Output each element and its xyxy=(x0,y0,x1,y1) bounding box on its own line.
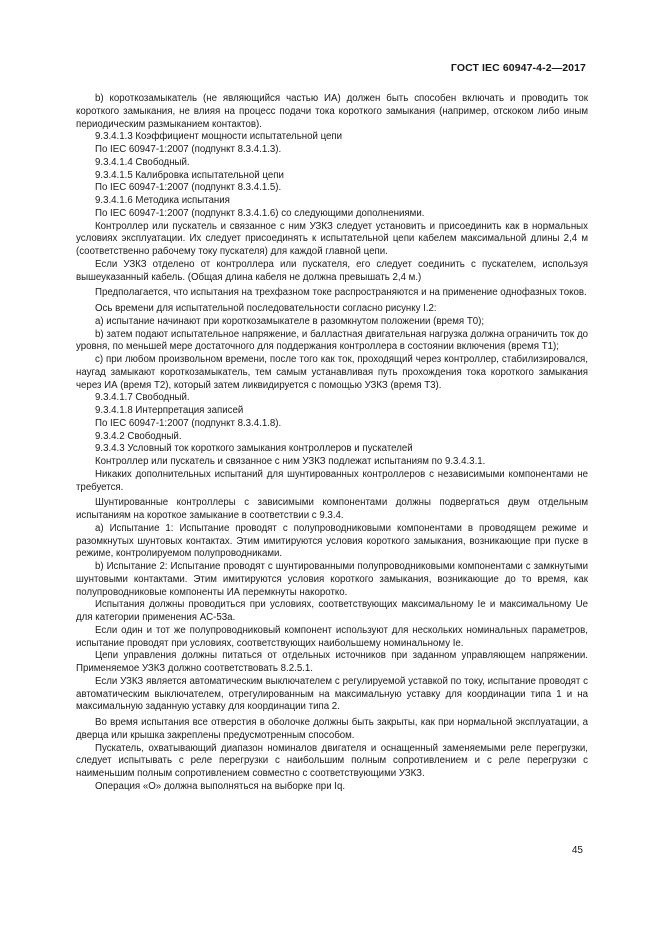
clause-heading: 9.3.4.1.8 Интерпретация записей xyxy=(95,405,244,416)
paragraph: Испытания должны проводиться при условиях, соответствующих максимальному Ie и максимальному Ue для категории применения AC-53a. xyxy=(76,599,588,623)
paragraph: Контроллер или пускатель и связанное с ним УЗКЗ подлежат испытаниям по 9.3.4.3.1. xyxy=(95,456,486,467)
paragraph: Если УЗКЗ отделено от контроллера или пускателя, его следует соединить с пускателем, используя вышеуказанный кабель. (Общая длина кабеля не должна превышать 2,4 м.) xyxy=(76,258,588,283)
clause-heading: 9.3.4.1.6 Методика испытания xyxy=(95,195,230,206)
paragraph: Ось времени для испытательной последовательности согласно рисунку I.2: xyxy=(95,303,437,314)
page-number: 45 xyxy=(571,845,583,856)
paragraph: Пускатель, охватывающий диапазон номиналов двигателя и оснащенный заменяемыми реле перегрузки, следует испытывать с реле перегрузки с наибольшим полным сопротивлением и с реле перегрузки с наименьшим полным сопротивлением совместно с соответствующими УЗКЗ. xyxy=(76,742,588,779)
list-item: b) Испытание 2: Испытание проводят с шунтированными полупроводниковыми компонентами с замкнутыми шунтовыми контактами. Этим имитируются условия короткого замыкания, возникающие до то время, как полупроводниковые компоненты ИА перемкнуты накоротко. xyxy=(76,561,588,598)
document-body xyxy=(76,93,588,794)
clause-heading: 9.3.4.1.3 Коэффициент мощности испытательной цепи xyxy=(95,131,343,143)
paragraph: Предполагается, что испытания на трехфазном токе распространяются и на применение однофазных токов. xyxy=(95,287,587,299)
paragraph: Цепи управления должны питаться от отдельных источников при заданном управляющем напряжении. Применяемое УЗКЗ должно соответствовать 8.2.5.1. xyxy=(76,650,588,674)
list-item: b) затем подают испытательное напряжение, и балластная двигательная нагрузка должна ограничить ток до уровня, по меньшей мере достаточного для поддержания контроллера в состоянии включения (время T1); xyxy=(76,328,588,353)
clause-heading: 9.3.4.2 Свободный. xyxy=(95,430,182,442)
list-item: a) испытание начинают при короткозамыкателе в разомкнутом положении (время T0); xyxy=(95,315,485,327)
paragraph: По IEC 60947-1:2007 (подпункт 8.3.4.1.8). xyxy=(95,417,282,429)
paragraph: По IEC 60947-1:2007 (подпункт 8.3.4.1.6) со следующими дополнениями. xyxy=(95,207,425,219)
paragraph: Если УЗКЗ является автоматическим выключателем с регулируемой уставкой по току, испытание проводят с автоматическим выключателем, отрегулированным на максимальную уставку для координации типа 1 и на максимальную заданную уставку для координации типа 2. xyxy=(76,675,588,713)
document-header: ГОСТ IEC 60947-4-2—2017 xyxy=(450,62,586,74)
paragraph: Никаких дополнительных испытаний для шунтированных контроллеров с независимыми компонентами не требуется. xyxy=(76,468,588,493)
clause-heading: 9.3.4.1.7 Свободный. xyxy=(95,392,190,404)
clause-heading: 9.3.4.3 Условный ток короткого замыкания контроллеров и пускателей xyxy=(95,443,413,455)
paragraph: По IEC 60947-1:2007 (подпункт 8.3.4.1.3). xyxy=(95,144,282,155)
clause-heading: 9.3.4.1.4 Свободный. xyxy=(95,156,190,168)
paragraph: Контроллер или пускатель и связанное с ним УЗКЗ следует установить и присоединить как в нормальных условиях эксплуатации. Их следует присоединять к испытательной цепи кабелем максимальной длины 2,4 м (соответственно рабочему току пускателя) для каждой главной цепи. xyxy=(76,220,588,257)
list-item: c) при любом произвольном времени, после того как ток, проходящий через контроллер, стабилизировался, наугад замыкают короткозамыкатель, тем самым устанавливая путь прохождения тока короткого замыкания через ИА (время T2), который затем ликвидируется с помощью УЗКЗ (время T3). xyxy=(76,354,588,391)
paragraph: По IEC 60947-1:2007 (подпункт 8.3.4.1.5). xyxy=(95,182,282,194)
clause-heading: 9.3.4.1.5 Калибровка испытательной цепи xyxy=(95,169,284,181)
paragraph: Во время испытания все отверстия в оболочке должны быть закрыты, как при нормальной эксплуатации, а дверца или крышка закреплены предусмотренным способом. xyxy=(76,717,588,741)
paragraph: Если один и тот же полупроводниковый компонент используют для нескольких номинальных параметров, испытание проводят при условиях, соответствующих наибольшему номинальному Ie. xyxy=(76,624,588,649)
paragraph: b) короткозамыкатель (не являющийся частью ИА) должен быть способен включать и проводить ток короткого замыкания, не влияя на процесс подачи тока короткого замыкания (например, отскоком либо иным периодическим размыканием контактов). xyxy=(76,93,588,130)
paragraph: Шунтированные контроллеры с зависимыми компонентами должны подвергаться двум отдельным испытаниям на короткое замыкание в соответствии с 9.3.4. xyxy=(76,497,588,521)
list-item: a) Испытание 1: Испытание проводят с полупроводниковыми компонентами в проводящем режиме и разомкнутых шунтовых контактах. Этим имитируются условия короткого замыкания, возникающие при пуске в режиме, контролируемом полупроводниками. xyxy=(76,522,588,560)
paragraph: Операция «О» должна выполняться на выборке при Iq. xyxy=(95,780,346,792)
